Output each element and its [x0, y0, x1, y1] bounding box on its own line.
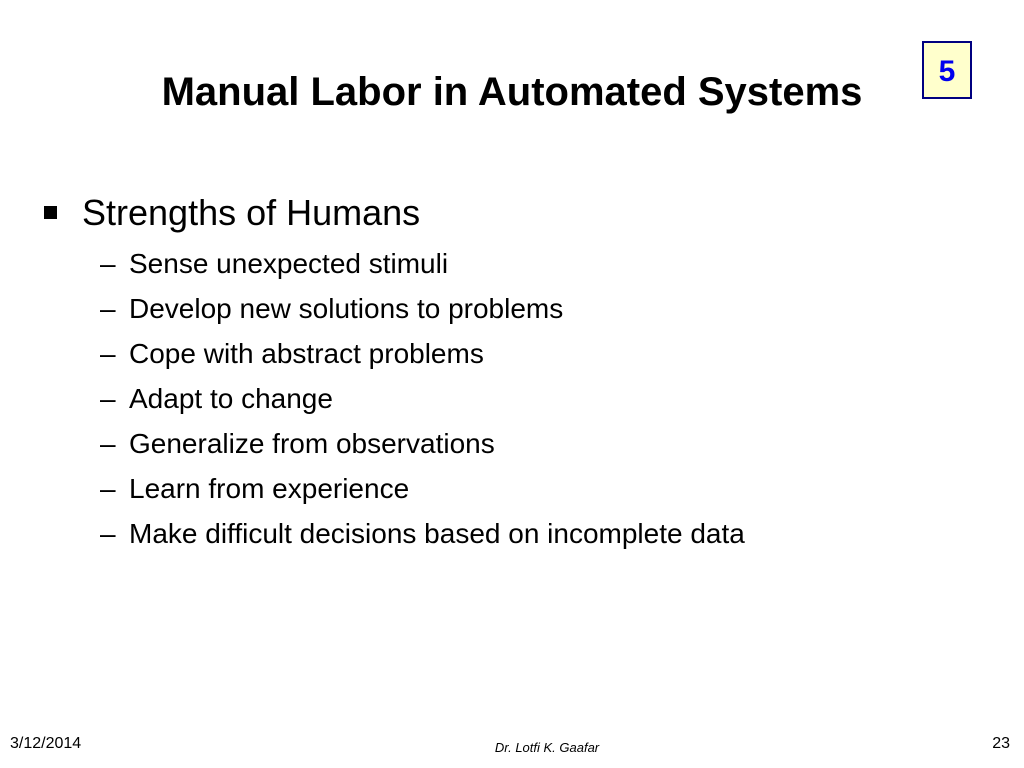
sub-bullet-text: Sense unexpected stimuli: [129, 248, 449, 279]
dash-bullet-icon: –: [100, 383, 116, 414]
dash-bullet-icon: –: [100, 473, 116, 504]
footer-date: 3/12/2014: [10, 735, 82, 752]
chapter-badge: 5: [922, 41, 972, 99]
dash-bullet-icon: –: [100, 248, 116, 279]
sub-bullet-text: Develop new solutions to problems: [129, 293, 564, 324]
footer-page-number: 23: [992, 735, 1010, 752]
footer-author: Dr. Lotfi K. Gaafar: [494, 740, 600, 755]
dash-bullet-icon: –: [100, 293, 116, 324]
bullet-main-text: Strengths of Humans: [82, 192, 421, 233]
dash-bullet-icon: –: [100, 518, 116, 549]
square-bullet-icon: [44, 206, 57, 219]
slide-title: Manual Labor in Automated Systems: [161, 70, 863, 114]
sub-bullet-text: Make difficult decisions based on incomplete data: [129, 518, 745, 549]
sub-bullet-text: Generalize from observations: [129, 428, 495, 459]
sub-bullet-text: Learn from experience: [129, 473, 410, 504]
dash-bullet-icon: –: [100, 428, 116, 459]
sub-bullet-text: Adapt to change: [129, 383, 333, 414]
dash-bullet-icon: –: [100, 338, 116, 369]
sub-bullet-text: Cope with abstract problems: [129, 338, 484, 369]
